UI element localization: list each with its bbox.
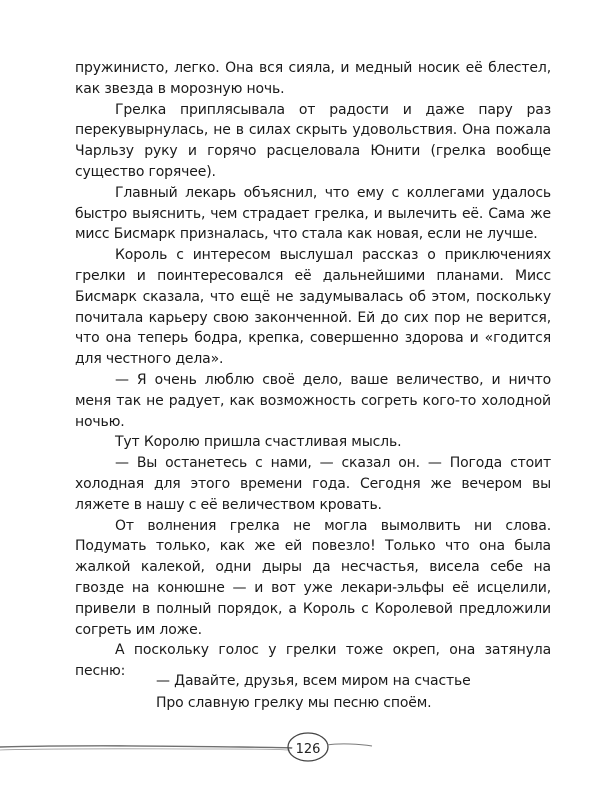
paragraph: Тут Королю пришла счастливая мысль. xyxy=(115,434,402,451)
paragraph: — Я очень люблю своё дело, ваше величество, и ничто меня так не радует, как возможность согреть кого-то холодной ночью. xyxy=(75,371,551,430)
paragraph: Грелка приплясывала от радости и даже пару раз перекувырнулась, не в силах скрыть удовольствия. Она пожала Чарльзу руку и горячо расцеловала Юнити (грелка вообще существо горячее). xyxy=(75,101,551,180)
song-verse xyxy=(156,670,516,714)
paragraph: Главный лекарь объяснил, что ему с коллегами удалось быстро выяснить, чем страдает грелка, и вылечить её. Сама же мисс Бисмарк призналась, что стала как новая, если не лучше. xyxy=(75,184,551,243)
body-text xyxy=(75,58,551,682)
paragraph: От волнения грелка не могла вымолвить ни слова. Подумать только, как же ей повезло! Только что она была жалкой калекой, одни дыры да несчастья, висела себе на гвозде на конюшне — и вот уже лекари-эльфы её исцелили, привели в полный порядок, а Король с Королевой предложили согреть им ложе. xyxy=(75,517,551,638)
verse-line: Про славную грелку мы песню споём. xyxy=(156,695,432,711)
paragraph: Король с интересом выслушал рассказ о приключениях грелки и поинтересовался её дальнейшими планами. Мисс Бисмарк сказала, что ещё не задумывалась об этом, поскольку почитала карьеру свою законченной. Ей до сих пор не верится, что она теперь бодра, крепка, совершенно здорова и «годится для честного дела». xyxy=(75,247,551,368)
paragraph: пружинисто, легко. Она вся сияла, и медный носик её блестел, как звезда в морозную ночь. xyxy=(75,60,551,97)
paragraph: — Вы останетесь с нами, — сказал он. — Погода стоит холодная для этого времени года. Сегодня же вечером вы ляжете в нашу с её величеством кровать. xyxy=(75,455,551,513)
paragraph: А поскольку голос у грелки тоже окреп, она затянула песню: xyxy=(75,642,551,680)
verse-line: — Давайте, друзья, всем миром на счастье xyxy=(156,673,471,689)
page-number: 126 xyxy=(295,741,321,757)
